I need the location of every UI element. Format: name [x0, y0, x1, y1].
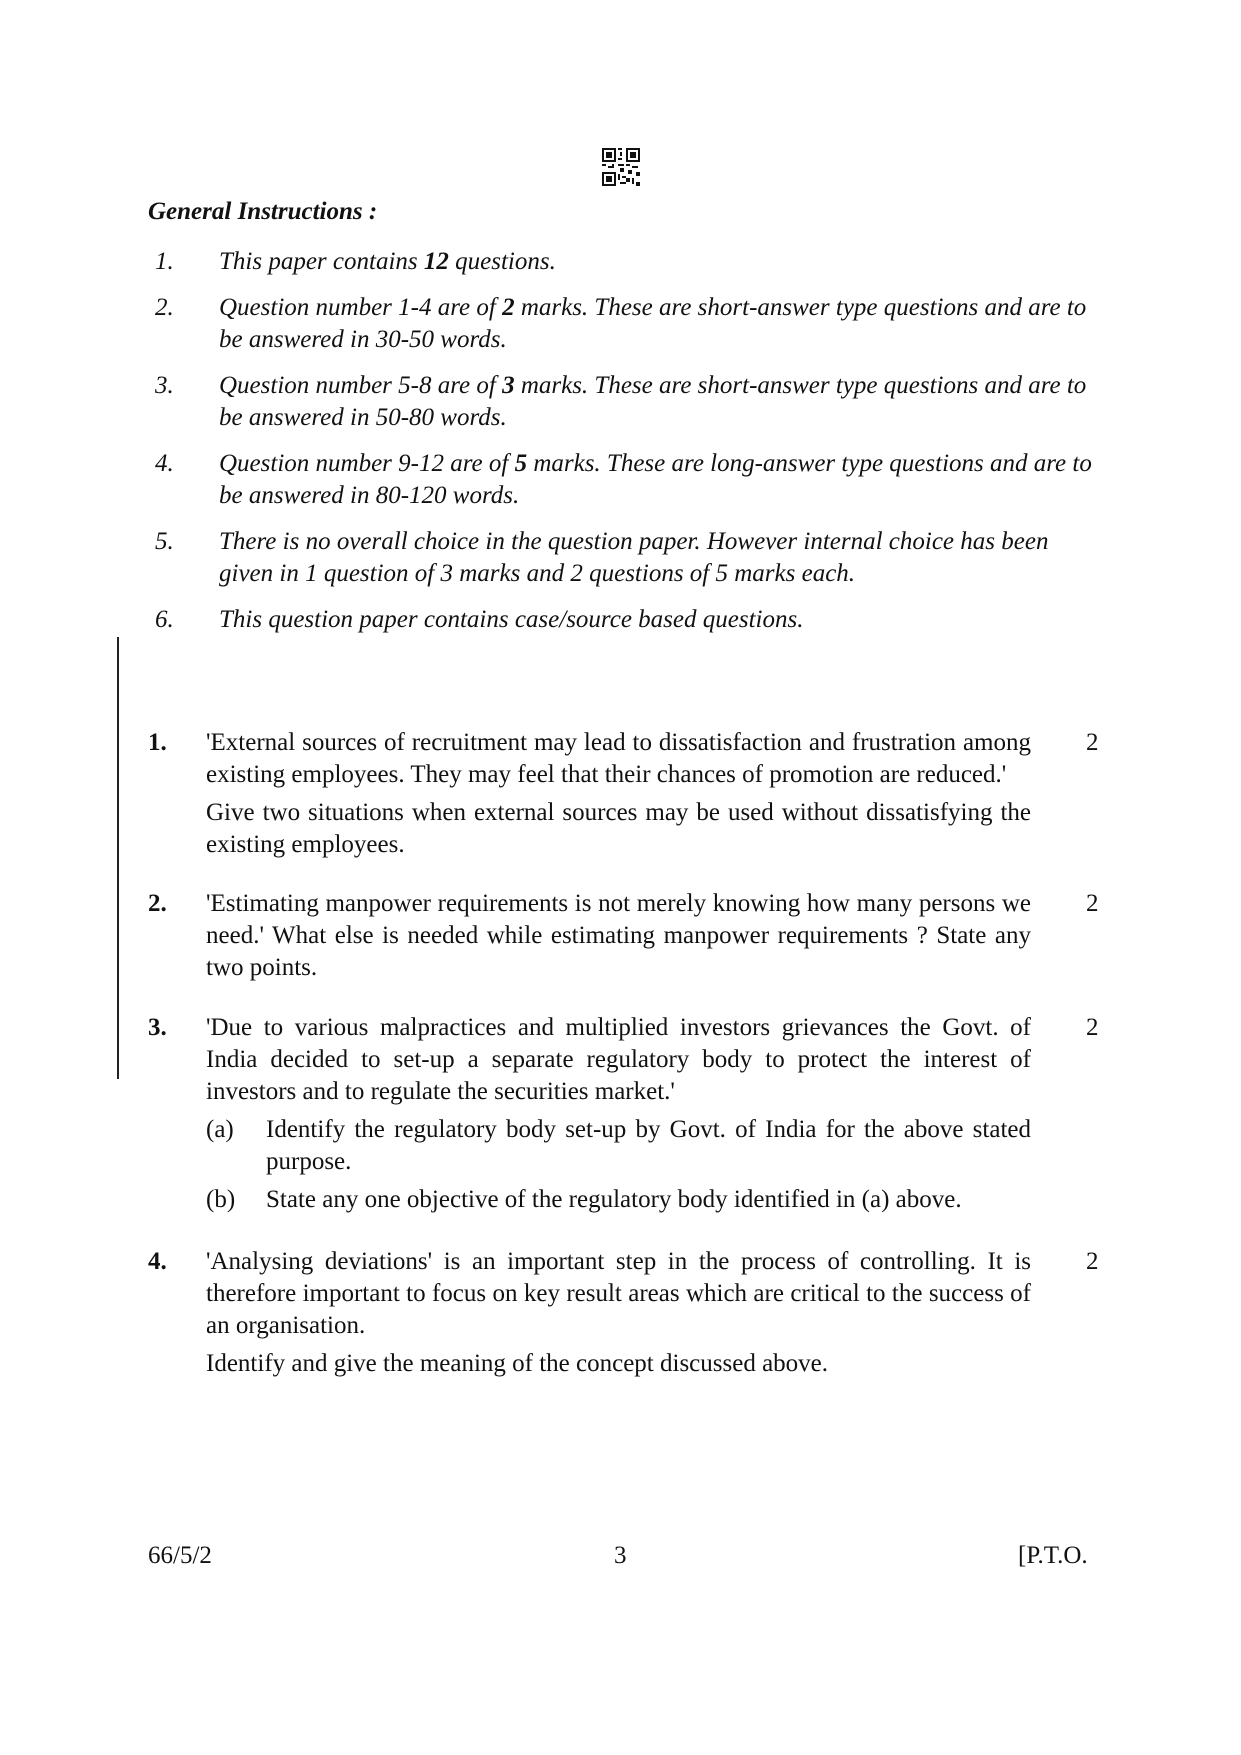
question-text: Identify and give the meaning of the concept discussed above. [206, 1350, 829, 1377]
qr-code-icon [602, 148, 640, 186]
question-marks: 2 [1086, 1248, 1099, 1275]
general-instructions-heading: General Instructions : [148, 198, 378, 225]
question-number: 1. [148, 729, 167, 756]
instruction-text: Question number 5-8 are of 3 marks. These are short-answer type questions and are to be answered in 50-80 words. [219, 372, 1087, 431]
question-text: 'Analysing deviations' is an important step in the process of controlling. It is therefore important to focus on key result areas which are critical to the success of an organisation. [206, 1248, 1031, 1339]
pto-label: [P.T.O. [1018, 1542, 1088, 1569]
question-text: 'Due to various malpractices and multiplied investors grievances the Govt. of India decided to set-up a separate regulatory body to protect the interest of investors and to regulate the securities market.' [206, 1014, 1031, 1105]
question-number: 2. [148, 890, 167, 917]
page-number: 3 [614, 1542, 627, 1569]
instruction-number: 4. [155, 450, 174, 477]
question-marks: 2 [1086, 890, 1099, 917]
margin-line [117, 637, 119, 1079]
question-body [206, 1246, 1031, 1380]
question-marks: 2 [1086, 1014, 1099, 1041]
instruction-number: 1. [155, 248, 174, 275]
subpart-label: (a) [206, 1116, 234, 1143]
question-text: Give two situations when external sources may be used without dissatisfying the existing employees. [206, 799, 1031, 858]
instruction-text: This paper contains 12 questions. [219, 248, 556, 275]
question-marks: 2 [1086, 729, 1099, 756]
question-number: 3. [148, 1014, 167, 1041]
subpart-text: State any one objective of the regulatory body identified in (a) above. [266, 1186, 962, 1213]
subpart-a [206, 1114, 1031, 1178]
subpart-text: Identify the regulatory body set-up by Govt. of India for the above stated purpose. [266, 1116, 1031, 1175]
question-text: 'Estimating manpower requirements is not merely knowing how many persons we need.' What else is needed while estimating manpower requirements ? State any two points. [206, 890, 1031, 981]
question-body [206, 1012, 1031, 1216]
subpart-label: (b) [206, 1186, 236, 1213]
instruction-text: This question paper contains case/source based questions. [219, 606, 804, 633]
question-text: 'External sources of recruitment may lead to dissatisfaction and frustration among existing employees. They may feel that their chances of promotion are reduced.' [206, 729, 1031, 788]
instruction-text: Question number 9-12 are of 5 marks. These are long-answer type questions and are to be answered in 80-120 words. [219, 450, 1092, 509]
question-body [206, 727, 1031, 861]
instruction-number: 3. [155, 372, 174, 399]
subpart-b [206, 1184, 1031, 1216]
instruction-number: 6. [155, 606, 174, 633]
question-number: 4. [148, 1248, 167, 1275]
instruction-text: There is no overall choice in the question paper. However internal choice has been given in 1 question of 3 marks and 2 questions of 5 marks each. [219, 528, 1049, 587]
question-body [206, 888, 1031, 984]
paper-code: 66/5/2 [148, 1542, 212, 1569]
instruction-number: 2. [155, 294, 174, 321]
instruction-number: 5. [155, 528, 174, 555]
instruction-text: Question number 1-4 are of 2 marks. These are short-answer type questions and are to be answered in 30-50 words. [219, 294, 1087, 353]
